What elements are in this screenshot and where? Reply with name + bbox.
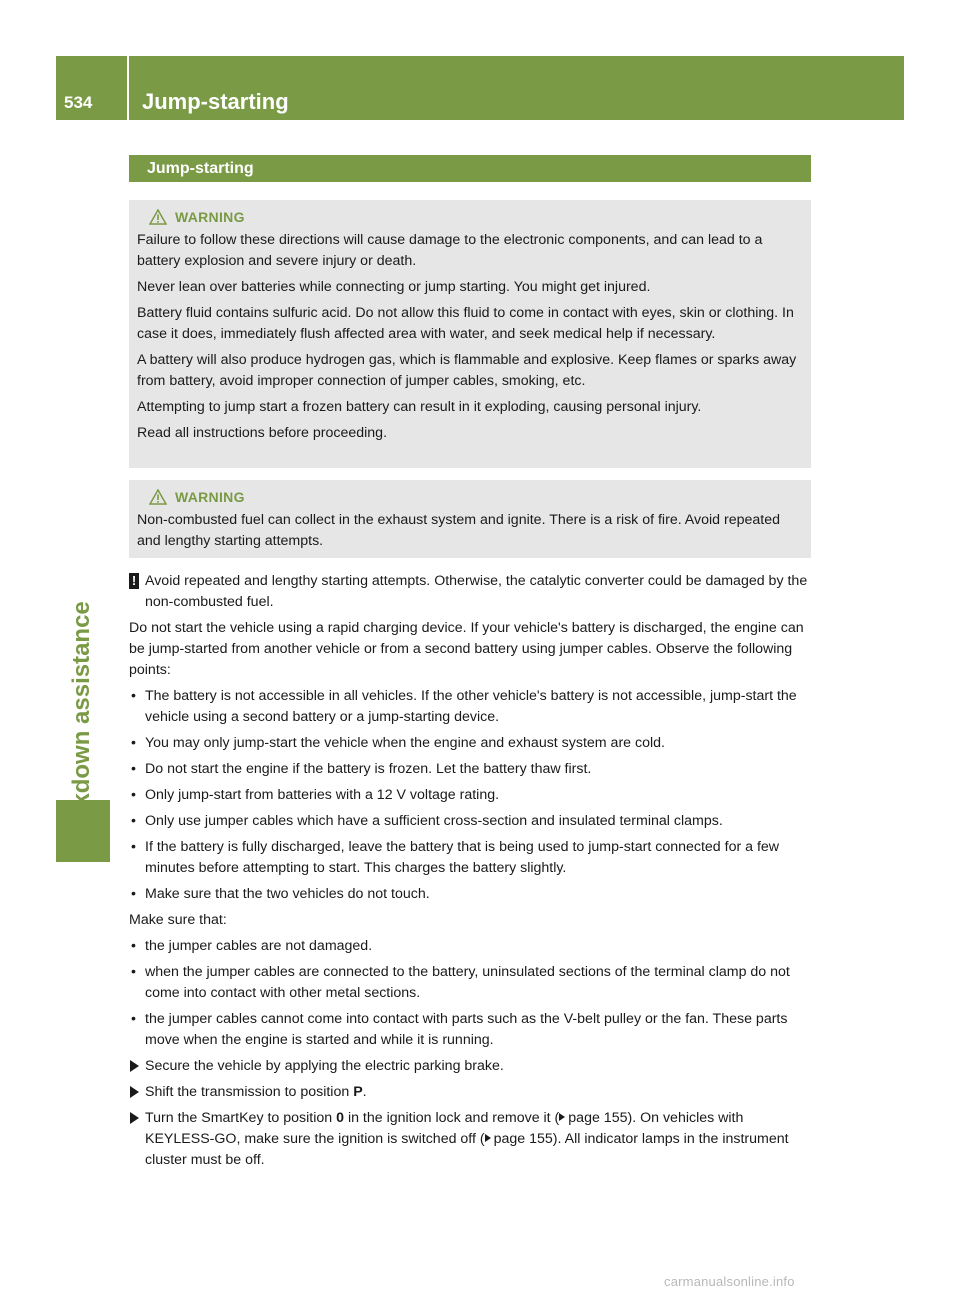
intro-paragraph: Do not start the vehicle using a rapid charging device. If your vehicle's battery is discharged, the engine can be jump-started from another vehicle or from a second battery using jumper cables. Observe the following points: (129, 620, 804, 678)
warning-label: WARNING (175, 209, 245, 225)
warning-paragraph: Attempting to jump start a frozen battery can result in it exploding, causing personal injury. (137, 399, 702, 415)
header-separator (127, 56, 129, 120)
list-item: • If the battery is fully discharged, leave the battery that is being used to jump-start connected for a few minutes before attempting to start. This charges the battery slightly. (129, 837, 811, 879)
warning-paragraph: Failure to follow these directions will cause damage to the electronic components, and can lead to a battery explosion and severe injury or death. (137, 232, 763, 269)
list-item: • You may only jump-start the vehicle when the engine and exhaust system are cold. (129, 733, 811, 754)
step-text: ). All indicator lamps in the instrument cluster must be off. (145, 1131, 789, 1168)
notice-text: Avoid repeated and lengthy starting attempts. Otherwise, the catalytic converter could be damaged by the non-combusted fuel. (145, 573, 808, 610)
list-item: • the jumper cables cannot come into contact with parts such as the V-belt pulley or the fan. These parts move when the engine is started and while it is running. (129, 1009, 811, 1051)
list-item: • the jumper cables are not damaged. (129, 936, 811, 957)
position-key: P (353, 1084, 363, 1100)
step-text: Turn the SmartKey to position (145, 1110, 337, 1126)
warning-paragraph: Battery fluid contains sulfuric acid. Do not allow this fluid to come in contact with eyes, skin or clothing. In case it does, immediately flush affected area with water, and seek medical help if necessary. (137, 305, 794, 342)
list-item: • Make sure that the two vehicles do not touch. (129, 884, 811, 905)
step-item (129, 1082, 811, 1103)
warning-paragraph: Read all instructions before proceeding. (137, 425, 388, 441)
make-sure-label: Make sure that: (129, 912, 227, 928)
section-title: Jump-starting (147, 160, 254, 177)
position-key: 0 (336, 1110, 344, 1126)
watermark: carmanualsonline.info (664, 1274, 795, 1289)
page-ref-arrow-icon (485, 1134, 491, 1142)
step-item (129, 1056, 811, 1077)
chapter-title: Jump-starting (142, 89, 289, 114)
step-item (129, 1108, 811, 1171)
list-item: • The battery is not accessible in all vehicles. If the other vehicle's battery is not accessible, jump-start the vehicle using a second battery or a jump-starting device. (129, 686, 811, 728)
page-reference[interactable]: page 155 (493, 1131, 553, 1147)
list-item: • Do not start the engine if the battery is frozen. Let the battery thaw first. (129, 759, 811, 780)
list-item: • when the jumper cables are connected to the battery, uninsulated sections of the terminal clamp do not come into contact with other metal sections. (129, 962, 811, 1004)
step-text: in the ignition lock and remove it ( (344, 1110, 560, 1126)
warning-triangle-icon (149, 489, 167, 505)
main-content (129, 571, 811, 1176)
warning-header (149, 208, 803, 226)
step-text: . (362, 1084, 367, 1100)
list-item: • Only jump-start from batteries with a 12 V voltage rating. (129, 785, 811, 806)
warning-paragraph: Never lean over batteries while connecting or jump starting. You might get injured. (137, 279, 651, 295)
page-reference[interactable]: page 155 (568, 1110, 628, 1126)
side-tab-label: Breakdown assistance (68, 601, 95, 860)
list-item: • Only use jumper cables which have a sufficient cross-section and insulated terminal clamps. (129, 811, 811, 832)
warning-box-1 (129, 200, 811, 468)
step-text: ). On vehicles with KEYLESS-GO, make sure the ignition is switched off ( (145, 1110, 744, 1147)
step-arrow-icon (130, 1086, 139, 1098)
warning-paragraph: Non-combusted fuel can collect in the exhaust system and ignite. There is a risk of fire. Avoid repeated and lengthy starting attempts. (137, 512, 780, 549)
page-number: 534 (64, 93, 93, 112)
page-ref-arrow-icon (559, 1113, 565, 1121)
notice (129, 571, 811, 613)
warning-label: WARNING (175, 489, 245, 505)
warning-paragraph: A battery will also produce hydrogen gas, which is flammable and explosive. Keep flames or sparks away from battery, avoid improper connection of jumper cables, smoking, etc. (137, 352, 797, 389)
exclamation-icon: ! (129, 573, 139, 589)
step-text: Shift the transmission to position (145, 1084, 354, 1100)
warning-box-2 (129, 480, 811, 558)
warning-triangle-icon (149, 209, 167, 225)
step-arrow-icon (130, 1060, 139, 1072)
step-arrow-icon (130, 1112, 139, 1124)
warning-header (149, 488, 803, 506)
step-text: Secure the vehicle by applying the electric parking brake. (145, 1058, 504, 1074)
